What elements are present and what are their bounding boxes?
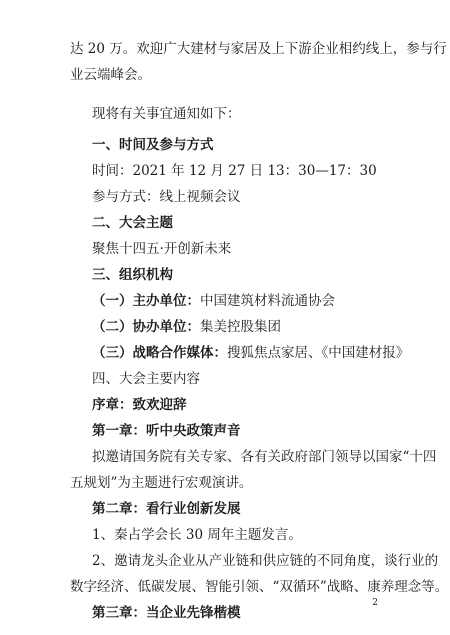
body-text-line: 聚焦十四五·开创新未来 [92,241,232,257]
chapter-label: 第二章： [92,501,146,517]
section-heading: 四、大会主要内容 [92,371,200,387]
chapter-row [92,500,241,518]
body-text-line: 2、邀请龙头企业从产业链和供应链的不同角度，谈行业的 [92,553,439,569]
body-text-line: 五规划”为主题进行宏观演讲。 [70,475,253,491]
chapter-label: 第一章： [92,423,146,439]
body-text-line: 参与方式：线上视频会议 [92,189,241,205]
org-row [92,318,281,336]
section-heading: 一、时间及参与方式 [92,137,214,153]
chapter-title: 当企业先锋楷模 [146,605,241,621]
body-text-line: 拟邀请国务院有关专家、各有关政府部门领导以国家“十四 [92,449,437,465]
chapter-title: 看行业创新发展 [146,501,241,517]
org-value: 集美控股集团 [200,319,281,335]
org-row [92,344,409,362]
chapter-row [92,422,241,440]
org-row [92,292,335,310]
page-number: 2 [372,598,378,608]
body-text-line: 现将有关事宜通知如下： [92,106,241,122]
org-label: （三）战略合作媒体： [92,345,227,361]
chapter-title: 致欢迎辞 [132,397,187,413]
body-text-line: 1、秦占学会长 30 周年主题发言。 [92,527,302,543]
org-value: 搜狐焦点家居、《中国建材报》 [227,345,410,361]
chapter-row [92,604,241,622]
chapter-title: 听中央政策声音 [146,423,241,439]
org-label: （一）主办单位： [92,293,200,309]
org-value: 中国建筑材料流通协会 [200,293,335,309]
chapter-label: 序章： [92,397,133,413]
body-text-line: 数字经济、低碳发展、智能引领、“双循环”战略、康养理念等。 [70,579,449,595]
chapter-row [92,396,187,414]
org-label: （二）协办单位： [92,319,200,335]
body-text-line: 业云端峰会。 [70,67,151,83]
chapter-label: 第三章： [92,605,146,621]
body-text-line: 时间：2021 年 12 月 27 日 13：30—17：30 [92,163,377,179]
body-text-line: 达 20 万。欢迎广大建材与家居及上下游企业相约线上，参与行 [70,41,447,57]
section-heading: 三、组织机构 [92,267,173,283]
section-heading: 二、大会主题 [92,215,173,231]
